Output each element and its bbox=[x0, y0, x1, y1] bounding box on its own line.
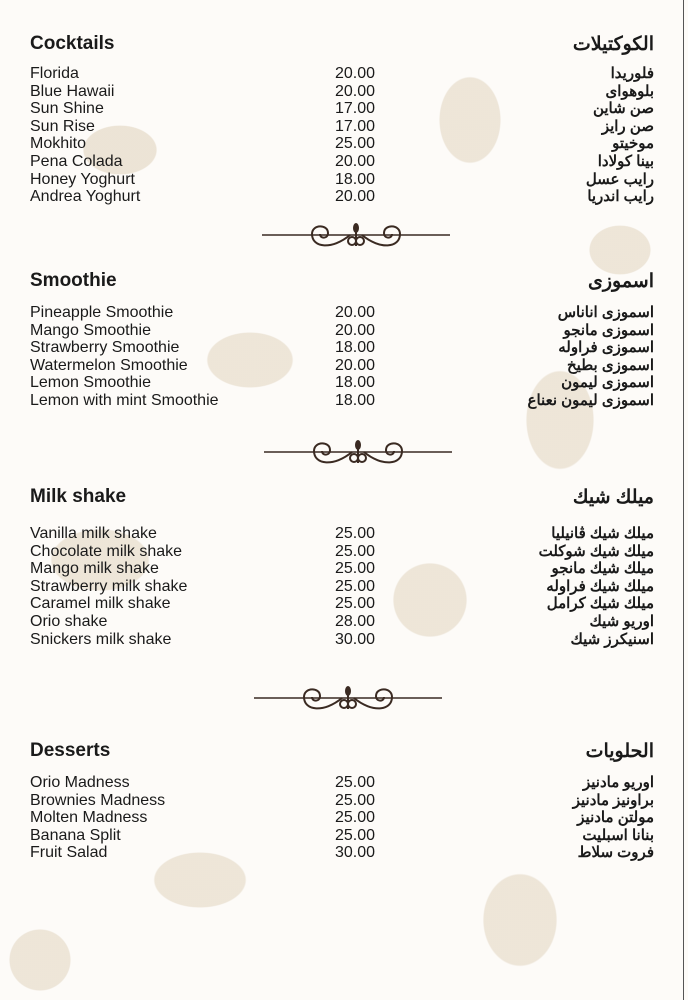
item-name-en: Strawberry milk shake bbox=[30, 577, 188, 595]
item-price: 25.00 bbox=[335, 595, 376, 613]
menu-item bbox=[0, 774, 688, 792]
item-name-en: Sun Rise bbox=[30, 117, 95, 135]
item-price: 18.00 bbox=[335, 170, 376, 188]
menu-item bbox=[0, 171, 688, 189]
item-name-en: Watermelon Smoothie bbox=[30, 356, 188, 374]
item-list bbox=[0, 304, 688, 410]
item-name-en: Andrea Yoghurt bbox=[30, 188, 141, 206]
menu-item bbox=[0, 153, 688, 171]
item-price: 25.00 bbox=[335, 560, 376, 578]
item-name-en: Florida bbox=[30, 65, 79, 82]
item-name-ar: اسموزى ليمون bbox=[561, 374, 654, 392]
item-name-en: Chocolate milk shake bbox=[30, 542, 183, 560]
menu-item bbox=[0, 525, 688, 543]
menu-item bbox=[0, 374, 688, 392]
item-price: 17.00 bbox=[335, 117, 376, 135]
menu-item bbox=[0, 613, 688, 631]
item-name-ar: بينا كولادا bbox=[597, 152, 654, 170]
section-title-ar: الكوكتيلات bbox=[572, 34, 654, 55]
item-name-en: Vanilla milk shake bbox=[30, 525, 157, 542]
ornament-divider-icon bbox=[254, 683, 442, 722]
item-list bbox=[0, 525, 688, 648]
item-name-en: Lemon with mint Smoothie bbox=[30, 391, 219, 409]
menu-item bbox=[0, 304, 688, 322]
item-name-en: Sun Shine bbox=[30, 100, 104, 118]
menu-item bbox=[0, 357, 688, 375]
item-name-ar: اسموزى بطيخ bbox=[567, 356, 654, 374]
item-price: 20.00 bbox=[335, 188, 376, 206]
menu-item bbox=[0, 322, 688, 340]
item-name-en: Blue Hawaii bbox=[30, 82, 115, 100]
item-name-ar: اسموزى فراوله bbox=[558, 339, 654, 357]
item-price: 20.00 bbox=[335, 321, 376, 339]
item-name-ar: رايب اندريا bbox=[587, 188, 654, 206]
item-name-en: Caramel milk shake bbox=[30, 595, 171, 613]
item-price: 30.00 bbox=[335, 630, 376, 648]
item-price: 25.00 bbox=[335, 135, 376, 153]
item-name-en: Lemon Smoothie bbox=[30, 374, 151, 392]
item-price: 28.00 bbox=[335, 612, 376, 630]
item-name-en: Fruit Salad bbox=[30, 844, 108, 862]
menu-item bbox=[0, 543, 688, 561]
item-price: 20.00 bbox=[335, 82, 376, 100]
item-name-en: Mango milk shake bbox=[30, 560, 159, 578]
menu-item bbox=[0, 65, 688, 83]
menu-item bbox=[0, 827, 688, 845]
menu-item bbox=[0, 631, 688, 649]
section-title-en: Milk shake bbox=[30, 486, 127, 507]
item-price: 25.00 bbox=[335, 774, 376, 791]
item-price: 20.00 bbox=[335, 304, 376, 321]
item-name-ar: فروت سلاط bbox=[577, 844, 654, 862]
item-name-ar: ميلك شيك كرامل bbox=[546, 595, 654, 613]
menu-item bbox=[0, 844, 688, 862]
item-name-en: Mokhito bbox=[30, 135, 87, 153]
menu-item bbox=[0, 100, 688, 118]
item-name-en: Molten Madness bbox=[30, 809, 148, 827]
menu-item bbox=[0, 83, 688, 101]
item-name-en: Orio Madness bbox=[30, 774, 130, 791]
item-name-ar: صن شاين bbox=[592, 100, 654, 118]
item-name-en: Honey Yoghurt bbox=[30, 170, 135, 188]
item-name-ar: ميلك شيك شوكلت bbox=[538, 542, 654, 560]
menu-item bbox=[0, 339, 688, 357]
menu-item bbox=[0, 118, 688, 136]
section-title-ar: الحلويات bbox=[585, 741, 654, 762]
section-title-ar: اسموزى bbox=[587, 271, 654, 292]
item-price: 25.00 bbox=[335, 809, 376, 827]
ornament-divider-icon bbox=[262, 220, 450, 259]
item-price: 18.00 bbox=[335, 339, 376, 357]
item-name-ar: ميلك شيك فراوله bbox=[546, 577, 654, 595]
menu-item bbox=[0, 392, 688, 410]
item-price: 25.00 bbox=[335, 577, 376, 595]
section-title-en: Smoothie bbox=[30, 270, 117, 291]
item-price: 20.00 bbox=[335, 152, 376, 170]
section-title-en: Cocktails bbox=[30, 33, 115, 54]
item-name-ar: فلوريدا bbox=[610, 65, 654, 82]
menu-item bbox=[0, 792, 688, 810]
item-price: 25.00 bbox=[335, 791, 376, 809]
ornament-divider-icon bbox=[264, 437, 452, 476]
item-name-ar: براونيز مادنيز bbox=[572, 791, 654, 809]
item-name-en: Brownies Madness bbox=[30, 791, 166, 809]
item-name-en: Orio shake bbox=[30, 612, 108, 630]
section-title-ar: ميلك شيك bbox=[572, 487, 654, 508]
menu-item bbox=[0, 188, 688, 206]
item-price: 25.00 bbox=[335, 525, 376, 542]
item-name-ar: بنانا اسبليت bbox=[582, 826, 654, 844]
item-price: 30.00 bbox=[335, 844, 376, 862]
item-name-ar: ميلك شيك ڤانيليا bbox=[551, 525, 654, 542]
menu-item bbox=[0, 135, 688, 153]
item-price: 25.00 bbox=[335, 826, 376, 844]
menu-item bbox=[0, 578, 688, 596]
item-name-en: Strawberry Smoothie bbox=[30, 339, 180, 357]
item-name-en: Banana Split bbox=[30, 826, 121, 844]
menu-item bbox=[0, 595, 688, 613]
item-name-ar: موخيتو bbox=[612, 135, 654, 153]
item-price: 18.00 bbox=[335, 391, 376, 409]
item-name-en: Pineapple Smoothie bbox=[30, 304, 174, 321]
item-name-ar: رايب عسل bbox=[585, 170, 654, 188]
item-list bbox=[0, 774, 688, 862]
item-name-ar: اسموزى ليمون نعناع bbox=[527, 391, 654, 409]
item-price: 20.00 bbox=[335, 65, 376, 82]
section-title-en: Desserts bbox=[30, 740, 111, 761]
item-name-en: Mango Smoothie bbox=[30, 321, 151, 339]
item-name-ar: اوريو شيك bbox=[589, 612, 654, 630]
item-price: 17.00 bbox=[335, 100, 376, 118]
item-price: 20.00 bbox=[335, 356, 376, 374]
item-name-ar: اسنيكرز شيك bbox=[570, 630, 654, 648]
item-name-en: Snickers milk shake bbox=[30, 630, 172, 648]
menu-item bbox=[0, 809, 688, 827]
item-name-ar: اوريو مادنيز bbox=[582, 774, 654, 791]
item-name-ar: مولتن مادنيز bbox=[577, 809, 654, 827]
item-name-ar: اسموزى اناناس bbox=[557, 304, 654, 321]
item-list bbox=[0, 65, 688, 206]
item-name-ar: ميلك شيك مانجو bbox=[551, 560, 654, 578]
menu-item bbox=[0, 560, 688, 578]
item-name-ar: اسموزى مانجو bbox=[563, 321, 654, 339]
item-name-ar: بلوهواى bbox=[605, 82, 654, 100]
item-name-ar: صن رايز bbox=[601, 117, 654, 135]
item-price: 18.00 bbox=[335, 374, 376, 392]
item-name-en: Pena Colada bbox=[30, 152, 123, 170]
item-price: 25.00 bbox=[335, 542, 376, 560]
